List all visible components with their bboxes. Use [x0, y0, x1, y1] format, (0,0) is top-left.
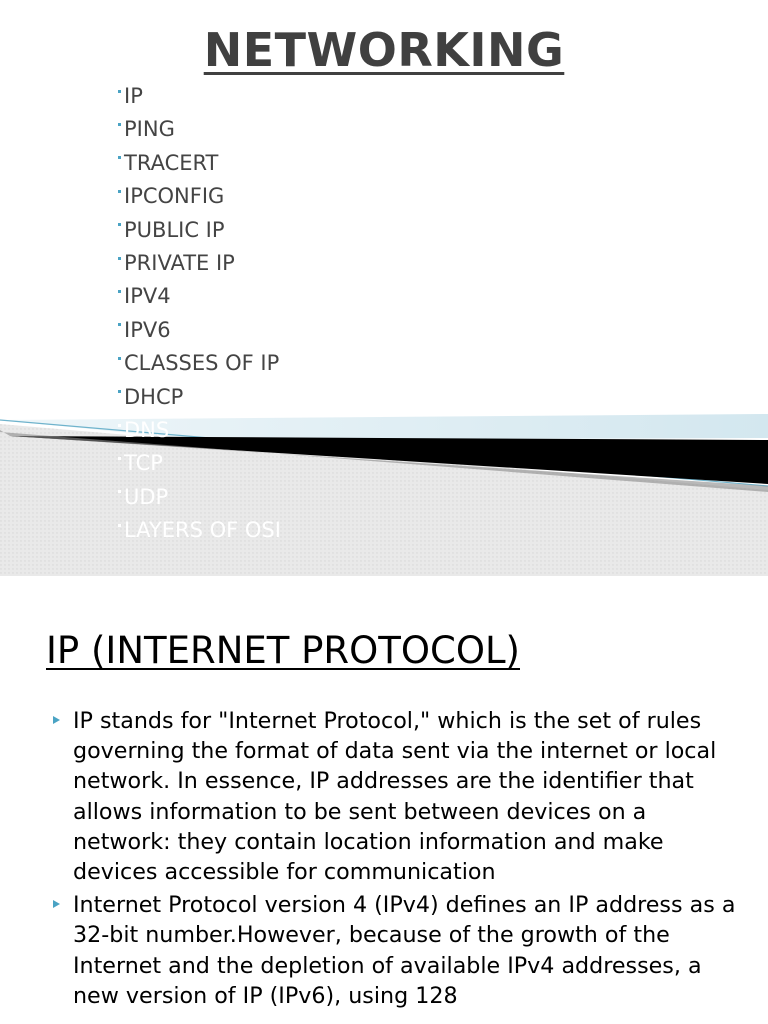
- list-item: PRIVATE IP: [118, 247, 281, 280]
- list-item: DNS: [118, 414, 281, 447]
- bullet-dot-icon: [118, 290, 121, 293]
- bullet-dot-icon: [118, 524, 121, 527]
- list-item: PING: [118, 113, 281, 146]
- slide-title: NETWORKING: [203, 23, 565, 77]
- bullet-dot-icon: [118, 424, 121, 427]
- list-item: IP: [118, 80, 281, 113]
- bullet-dot-icon: [118, 223, 121, 226]
- list-item: TRACERT: [118, 147, 281, 180]
- topic-list: [118, 80, 281, 548]
- bullet-arrow-icon: [53, 900, 60, 908]
- bullet-text: IP stands for "Internet Protocol," which is the set of rules governing the format of data sent via the internet or local network. In essence, IP addresses are the identifier that allows information to be sent between devices on a network: they contain location information and make devices accessible for communication: [73, 708, 717, 886]
- slide-title: IP (INTERNET PROTOCOL): [46, 629, 520, 672]
- decorative-band: [0, 400, 768, 576]
- bullet-arrow-icon: [53, 716, 60, 724]
- bullet-item: [52, 706, 742, 887]
- bullet-dot-icon: [118, 457, 121, 460]
- list-item: IPV4: [118, 280, 281, 313]
- bullet-dot-icon: [118, 323, 121, 326]
- list-item: UDP: [118, 481, 281, 514]
- bullet-dot-icon: [118, 257, 121, 260]
- ip-protocol-slide: [0, 576, 768, 1024]
- list-item: IPCONFIG: [118, 180, 281, 213]
- bullet-text: Internet Protocol version 4 (IPv4) defines an IP address as a 32-bit number.However, because of the growth of the Internet and the depletion of available IPv4 addresses, a new version of IP (IPv6), using 128: [73, 892, 736, 1009]
- bullet-dot-icon: [118, 390, 121, 393]
- list-item: CLASSES OF IP: [118, 347, 281, 380]
- bullet-dot-icon: [118, 357, 121, 360]
- list-item: PUBLIC IP: [118, 214, 281, 247]
- list-item: TCP: [118, 447, 281, 480]
- bullet-dot-icon: [118, 490, 121, 493]
- bullet-dot-icon: [118, 90, 121, 93]
- bullet-item: [52, 890, 742, 1011]
- bullet-dot-icon: [118, 123, 121, 126]
- list-item: DHCP: [118, 381, 281, 414]
- list-item: IPV6: [118, 314, 281, 347]
- bullet-dot-icon: [118, 156, 121, 159]
- bullet-dot-icon: [118, 190, 121, 193]
- list-item: LAYERS OF OSI: [118, 514, 281, 547]
- bullet-list: [52, 706, 742, 1014]
